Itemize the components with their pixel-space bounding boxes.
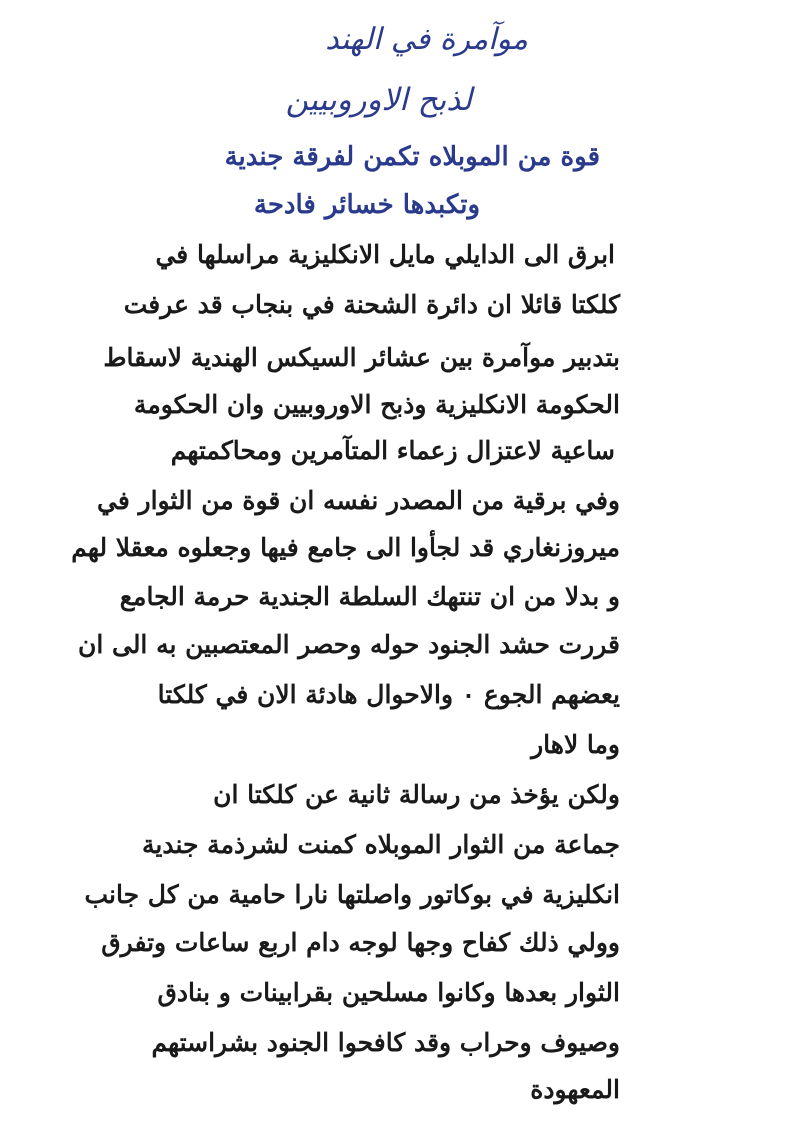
body-line: بتدبير موآمرة بين عشائر السيكس الهندية لاسقاط xyxy=(103,343,620,372)
body-line: ولكن يؤخذ من رسالة ثانية عن كلكتا ان xyxy=(213,780,620,809)
body-line: وفي برقية من المصدر نفسه ان قوة من الثوار في xyxy=(97,486,620,515)
body-line: انكليزية في بوكاتور واصلتها نارا حامية من كل جانب xyxy=(84,880,620,909)
body-line: الثوار بعدها وكانوا مسلحين بقرابينات و بنادق xyxy=(157,978,620,1007)
body-line: كلكتا قائلا ان دائرة الشحنة في بنجاب قد عرفت xyxy=(123,290,620,319)
body-line: يعضهم الجوع ٠ والاحوال هادئة الان في كلكتا xyxy=(157,680,620,709)
body-line: جماعة من الثوار الموبلاه كمنت لشرذمة جندية xyxy=(141,830,620,859)
body-line: و بدلا من ان تنتهك السلطة الجندية حرمة الجامع xyxy=(119,582,620,611)
body-line: وما لاهار xyxy=(531,730,620,759)
body-line: وولي ذلك كفاح وجها لوجه دام اربع ساعات وتفرق xyxy=(101,928,620,957)
headline-line-2: وتكبدها خسائر فادحة xyxy=(253,190,480,220)
article-title: موآمرة في الهند xyxy=(325,22,528,57)
headline-line-1: قوة من الموبلاه تكمن لفرقة جندية xyxy=(224,142,600,172)
body-line: المعهودة xyxy=(530,1075,620,1104)
body-line: ميروزنغاري قد لجأوا الى جامع فيها وجعلوه معقلا لهم xyxy=(71,533,620,562)
body-line: الحكومة الانكليزية وذبح الاوروبيين وان الحكومة xyxy=(133,390,620,419)
body-line: وصيوف وحراب وقد كافحوا الجنود بشراستهم xyxy=(151,1028,620,1057)
article-subtitle: لذبح الاوروبيين xyxy=(285,82,472,118)
body-line: ساعية لاعتزال زعماء المتآمرين ومحاكمتهم xyxy=(170,436,615,465)
body-line: قررت حشد الجنود حوله وحصر المعتصبين به الى ان xyxy=(77,630,620,659)
body-line: ابرق الى الدايلي مايل الانكليزية مراسلها في xyxy=(155,240,615,269)
